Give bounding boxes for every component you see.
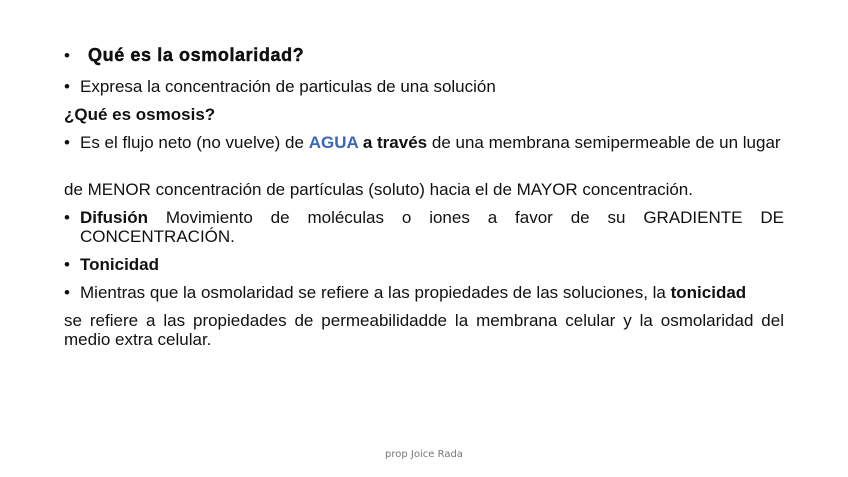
tonicidad-text bbox=[80, 283, 746, 302]
osmosis-continuation: de MENOR concentración de partículas (soluto) hacia el de MAYOR concentración. bbox=[64, 180, 693, 199]
bullet-marker: • bbox=[64, 283, 70, 302]
tonicidad-bold: tonicidad bbox=[670, 283, 747, 302]
bullet-osmolaridad-title bbox=[64, 46, 784, 65]
tonicidad-text-pre: Mientras que la osmolaridad se refiere a las propiedades de las soluciones, la bbox=[80, 283, 671, 302]
difusion-body: Movimiento de moléculas o iones a favor de su GRADIENTE DE CONCENTRACIÓN. bbox=[80, 208, 784, 246]
bullet-osmolaridad-text bbox=[64, 77, 784, 96]
bullet-marker: • bbox=[64, 133, 70, 152]
osmosis-text-post: de una membrana semipermeable de un lugar bbox=[431, 133, 781, 152]
bullet-marker: • bbox=[64, 255, 70, 274]
osmosis-text bbox=[80, 133, 784, 152]
tonicidad-title: Tonicidad bbox=[80, 255, 160, 274]
bullet-difusion bbox=[64, 208, 784, 246]
bullet-marker: • bbox=[64, 77, 70, 96]
bullet-osmosis bbox=[64, 133, 784, 152]
bullet-tonicidad-title bbox=[64, 255, 784, 274]
bullet-marker: • bbox=[64, 46, 70, 65]
atraves-bold: a través bbox=[358, 133, 432, 152]
osmolaridad-text: Expresa la concentración de particulas de una solución bbox=[80, 77, 496, 96]
tonicidad-continuation: se refiere a las propiedades de permeabilidadde la membrana celular y la osmolaridad del medio extra celular. bbox=[64, 311, 784, 349]
osmolaridad-title: Qué es la osmolaridad? bbox=[88, 45, 305, 65]
bullet-marker: • bbox=[64, 208, 70, 227]
osmosis-text-pre: Es el flujo neto (no vuelve) de bbox=[80, 133, 309, 152]
difusion-label: Difusión bbox=[80, 208, 148, 227]
bullet-tonicidad-text bbox=[64, 283, 784, 302]
footer-author: prop Joice Rada bbox=[385, 449, 463, 460]
difusion-text bbox=[80, 208, 784, 246]
osmosis-heading: ¿Qué es osmosis? bbox=[64, 105, 216, 124]
agua-highlight: AGUA bbox=[308, 133, 359, 152]
